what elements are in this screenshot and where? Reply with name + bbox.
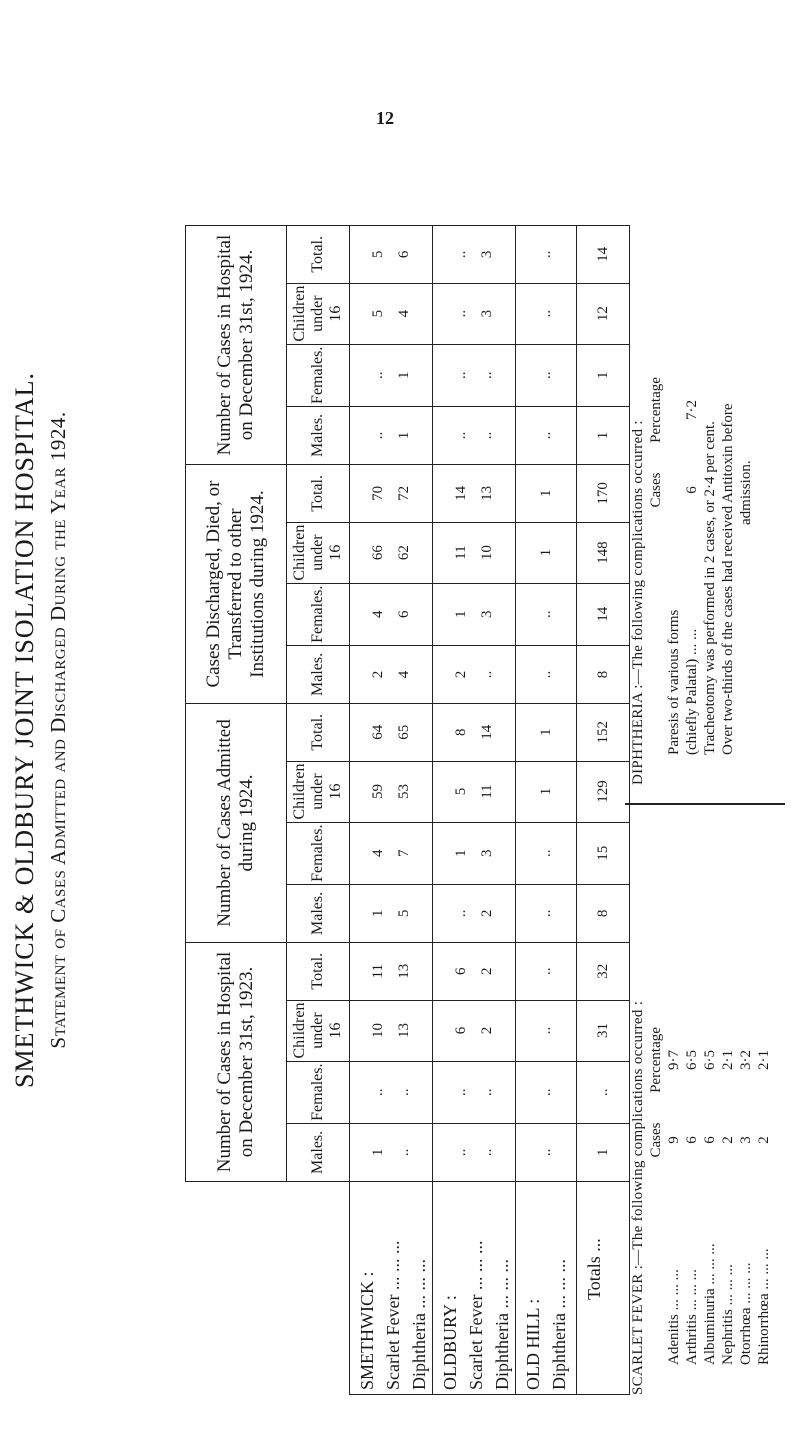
sf-complication-percentage: 9·7 [666, 1050, 682, 1070]
dp-row-name: Paresis of various forms [666, 609, 682, 755]
cell-value: .. [538, 849, 554, 857]
total-cell [577, 822, 630, 884]
cell-value: 1 [538, 548, 554, 557]
sf-complication-cases: 6 [702, 1136, 718, 1144]
sf-col-percentage: Percentage [648, 1027, 664, 1093]
totals-row [577, 226, 630, 1395]
value-cell [350, 344, 433, 406]
total-cell [577, 465, 630, 523]
cell-value: 5 [396, 909, 412, 918]
cell-value: 64 [370, 724, 386, 740]
cell-value: 5 [370, 250, 386, 259]
corner-cell [186, 1181, 350, 1394]
total-value: 1 [595, 371, 611, 380]
dp-line-tracheotomy: Tracheotomy was performed in 2 cases, or 2·4 per cent. [702, 421, 718, 755]
cell-value: .. [538, 909, 554, 918]
total-cell [577, 942, 630, 1000]
dp-row-name-2: (chiefly Palatal) [684, 658, 700, 755]
scarlet-fever-note-heading: SCARLET FEVER :—The following complications occurred : [630, 1000, 646, 1395]
cell-value: .. [453, 250, 469, 259]
row-dots: ... ... ... [492, 1259, 512, 1309]
total-value: 31 [595, 1023, 611, 1039]
row-disease: Scarlet Fever [383, 1294, 403, 1390]
value-cell [516, 1000, 577, 1061]
total-value: 148 [595, 541, 611, 564]
subheader-children: Children under 16 [287, 1000, 350, 1061]
cell-value: .. [370, 1088, 386, 1096]
sf-complication-name: Nephritis [720, 1309, 736, 1365]
total-cell [577, 406, 630, 464]
value-cell [350, 942, 433, 1000]
cell-value: 1 [396, 371, 412, 380]
subheader-females: Females. [287, 344, 350, 406]
total-cell [577, 522, 630, 583]
cell-value: .. [479, 371, 495, 380]
sf-complication-percentage: 3·2 [738, 1050, 754, 1070]
totals-label-cell [577, 1181, 630, 1394]
total-cell [577, 583, 630, 645]
sf-complication-row [737, 835, 755, 1395]
cell-value: .. [453, 371, 469, 380]
group-header-admitted: Number of Cases Admitted during 1924. [186, 704, 287, 943]
sf-complication-dots: ... ... ... [702, 1243, 718, 1285]
subheader-males: Males. [287, 1123, 350, 1181]
row-disease: Diphtheria [549, 1313, 569, 1390]
value-cell [433, 226, 516, 284]
value-cell [516, 226, 577, 284]
total-value: 1 [595, 1148, 611, 1157]
sf-complication-dots: ... ... ... [738, 1262, 754, 1304]
section-heading: OLDBURY : [440, 1295, 460, 1390]
cell-value: 1 [396, 431, 412, 440]
value-cell [516, 406, 577, 464]
total-value: 14 [595, 606, 611, 622]
value-cell [433, 645, 516, 703]
total-cell [577, 283, 630, 344]
cell-value: 3 [479, 610, 495, 618]
cell-value: 8 [453, 728, 469, 737]
cell-value: 2 [479, 1026, 495, 1035]
cell-value: .. [370, 371, 386, 380]
total-value: .. [595, 1088, 611, 1096]
totals-dots: ... [584, 1238, 604, 1252]
value-cell [433, 822, 516, 884]
sf-complication-name: Albuminuria [702, 1288, 718, 1365]
cell-value: 62 [396, 545, 412, 561]
subheader-total: Total. [287, 942, 350, 1000]
total-cell [577, 884, 630, 942]
cell-value: 3 [479, 250, 495, 259]
cell-value: 6 [396, 610, 412, 618]
sf-complication-row [665, 835, 683, 1395]
cell-value: 1 [538, 728, 554, 737]
sf-complication-row [719, 835, 737, 1395]
value-cell [433, 704, 516, 762]
totals-label: Totals [584, 1256, 604, 1300]
value-cell [350, 226, 433, 284]
value-cell [433, 465, 516, 523]
cell-value: 53 [396, 784, 412, 800]
cell-value: 1 [370, 909, 386, 918]
subheader-males: Males. [287, 645, 350, 703]
value-cell [433, 344, 516, 406]
scarlet-fever-note [630, 835, 773, 1395]
cell-value: .. [479, 431, 495, 440]
cell-value: 2 [453, 670, 469, 679]
cell-value: 4 [370, 849, 386, 857]
cell-value: 4 [370, 610, 386, 618]
subheader-total: Total. [287, 465, 350, 523]
value-cell [350, 522, 433, 583]
subheader-females: Females. [287, 822, 350, 884]
value-cell [516, 1123, 577, 1181]
cell-value: 72 [396, 485, 412, 501]
cell-value: 2 [479, 967, 495, 975]
sf-complication-cases: 2 [720, 1136, 736, 1144]
sf-complication-name: Otorrhœa [738, 1307, 754, 1365]
row-disease: Scarlet Fever [466, 1294, 486, 1390]
total-value: 8 [595, 909, 611, 918]
total-value: 12 [595, 306, 611, 322]
sf-complication-percentage: 6·5 [684, 1050, 700, 1070]
value-cell [516, 884, 577, 942]
value-cell [350, 822, 433, 884]
cell-value: 6 [396, 250, 412, 259]
cell-value: .. [538, 431, 554, 440]
subheader-total: Total. [287, 704, 350, 762]
cell-value: 1 [453, 849, 469, 857]
cell-value: .. [538, 250, 554, 259]
cell-value: 70 [370, 485, 386, 501]
cell-value: 3 [479, 849, 495, 857]
subheader-total: Total. [287, 226, 350, 284]
sf-complication-percentage: 2·1 [720, 1050, 736, 1070]
cell-value: 2 [370, 670, 386, 679]
sf-complication-name: Rhinorrhœa [756, 1293, 772, 1365]
total-value: 1 [595, 431, 611, 440]
total-value: 32 [595, 963, 611, 979]
value-cell [516, 645, 577, 703]
page-number: 12 [376, 108, 394, 128]
value-cell [350, 645, 433, 703]
subheader-females: Females. [287, 1061, 350, 1123]
cell-value: .. [538, 1148, 554, 1157]
value-cell [516, 761, 577, 822]
value-cell [516, 283, 577, 344]
cell-value: .. [538, 371, 554, 380]
subheader-males: Males. [287, 884, 350, 942]
value-cell [350, 1000, 433, 1061]
value-cell [433, 1061, 516, 1123]
value-cell [433, 522, 516, 583]
value-cell [516, 465, 577, 523]
cell-value: 11 [479, 784, 495, 799]
dp-col-percentage: Percentage [648, 377, 664, 443]
cell-value: .. [453, 309, 469, 318]
cell-value: 59 [370, 784, 386, 800]
page-subtitle: Statement of Cases Admitted and Discharged During the Year 1924. [46, 411, 70, 1049]
row-disease: Diphtheria [409, 1313, 429, 1390]
group-header-1923: Number of Cases in Hospital on December 31st, 1923. [186, 942, 287, 1181]
total-cell [577, 226, 630, 284]
value-cell [350, 406, 433, 464]
sf-complication-name: Adenitis [666, 1314, 682, 1365]
row-label [433, 1181, 516, 1394]
cell-value: 4 [396, 309, 412, 318]
total-value: 8 [595, 670, 611, 679]
value-cell [350, 884, 433, 942]
value-cell [433, 583, 516, 645]
cell-value: 14 [453, 485, 469, 501]
page-title: SMETHWICK & OLDBURY JOINT ISOLATION HOSPITAL. [10, 371, 39, 1089]
cell-value: 11 [453, 545, 469, 560]
cell-value: .. [538, 670, 554, 679]
subheader-children: Children under 16 [287, 522, 350, 583]
cell-value: 10 [479, 545, 495, 561]
value-cell [516, 344, 577, 406]
total-cell [577, 1061, 630, 1123]
cell-value: 13 [396, 1023, 412, 1039]
cell-value: 6 [453, 1026, 469, 1035]
cell-value: .. [396, 1088, 412, 1096]
table-row [516, 226, 577, 1395]
subheader-males: Males. [287, 406, 350, 464]
cases-table [185, 225, 630, 1395]
row-dots: ... ... ... [409, 1259, 429, 1309]
subheader-females: Females. [287, 583, 350, 645]
cell-value: .. [453, 909, 469, 918]
cell-value: .. [538, 967, 554, 975]
value-cell [350, 1061, 433, 1123]
cell-value: 6 [453, 967, 469, 975]
value-cell [433, 406, 516, 464]
sf-complication-row [701, 835, 719, 1395]
cell-value: .. [370, 431, 386, 440]
total-value: 152 [595, 721, 611, 744]
group-header-row [186, 226, 287, 1395]
row-dots: ... ... ... [466, 1240, 486, 1291]
subheader-children: Children under 16 [287, 761, 350, 822]
value-cell [516, 822, 577, 884]
value-cell [433, 761, 516, 822]
total-cell [577, 1123, 630, 1181]
subheader-children: Children under 16 [287, 283, 350, 344]
cell-value: 3 [479, 309, 495, 318]
value-cell [516, 942, 577, 1000]
total-cell [577, 761, 630, 822]
dp-col-cases: Cases [648, 472, 664, 508]
cell-value: 5 [370, 309, 386, 318]
value-cell [350, 283, 433, 344]
cell-value: .. [538, 1026, 554, 1035]
table-body [350, 226, 630, 1395]
cell-value: 13 [396, 963, 412, 979]
sf-complication-cases: 2 [756, 1136, 772, 1144]
cell-value: 1 [370, 1148, 386, 1157]
dp-line-antitoxin: Over two-thirds of the cases had received Antitoxin before [720, 403, 736, 755]
dp-row-dots: ... ... [684, 628, 700, 656]
cell-value: 1 [453, 610, 469, 618]
notes-divider [625, 803, 785, 805]
cell-value: .. [538, 309, 554, 318]
cell-value: 11 [370, 964, 386, 979]
row-dots: ... ... ... [383, 1240, 403, 1291]
value-cell [350, 761, 433, 822]
value-cell [516, 704, 577, 762]
total-value: 15 [595, 845, 611, 861]
value-cell [433, 1000, 516, 1061]
total-value: 14 [595, 246, 611, 262]
sf-complication-dots: ... ... ... [666, 1269, 682, 1311]
total-value: 129 [595, 780, 611, 803]
row-label [350, 1181, 433, 1394]
cell-value: 14 [479, 724, 495, 740]
group-header-discharged: Cases Discharged, Died, or Transferred to other Institutions during 1924. [186, 465, 287, 704]
diphtheria-note [630, 185, 755, 785]
cell-value: .. [479, 1148, 495, 1157]
sf-complication-percentage: 6·5 [702, 1050, 718, 1070]
section-heading: SMETHWICK : [357, 1271, 377, 1390]
sf-complication-dots: ... ... ... [684, 1269, 700, 1311]
value-cell [433, 1123, 516, 1181]
total-cell [577, 344, 630, 406]
table-row [350, 226, 433, 1395]
cell-value: .. [479, 670, 495, 679]
cell-value: .. [396, 1148, 412, 1157]
dp-row-percentage: 7·2 [684, 400, 700, 420]
section-heading: OLD HILL : [523, 1298, 543, 1390]
sf-col-cases: Cases [648, 1122, 664, 1158]
sf-complication-row [755, 835, 773, 1395]
total-cell [577, 704, 630, 762]
table-row [433, 226, 516, 1395]
value-cell [433, 884, 516, 942]
value-cell [350, 583, 433, 645]
row-dots: ... ... ... [549, 1259, 569, 1309]
cell-value: .. [453, 1088, 469, 1096]
diphtheria-note-heading: DIPHTHERIA :—The following complications occurred : [630, 420, 646, 785]
sf-complication-row [683, 835, 701, 1395]
cell-value: 66 [370, 545, 386, 561]
row-disease: Diphtheria [492, 1313, 512, 1390]
total-value: 170 [595, 482, 611, 505]
cell-value: 2 [479, 909, 495, 918]
cell-value: 65 [396, 724, 412, 740]
cell-value: .. [453, 1148, 469, 1157]
cell-value: .. [453, 431, 469, 440]
value-cell [350, 704, 433, 762]
sf-complication-name: Arthritis [684, 1314, 700, 1365]
dp-line-admission: admission. [738, 460, 754, 525]
total-cell [577, 645, 630, 703]
cell-value: 10 [370, 1023, 386, 1039]
value-cell [516, 522, 577, 583]
sf-complication-percentage: 2·1 [756, 1050, 772, 1070]
row-label [516, 1181, 577, 1394]
sf-complication-cases: 9 [666, 1136, 682, 1144]
cell-value: .. [479, 1088, 495, 1096]
value-cell [433, 283, 516, 344]
group-header-1924: Number of Cases in Hospital on December 31st, 1924. [186, 226, 287, 465]
sf-complication-dots: ... ... ... [720, 1264, 736, 1306]
cell-value: .. [538, 1088, 554, 1096]
cell-value: 7 [396, 849, 412, 857]
cell-value: 4 [396, 670, 412, 679]
value-cell [350, 1123, 433, 1181]
value-cell [433, 942, 516, 1000]
value-cell [516, 583, 577, 645]
value-cell [350, 465, 433, 523]
sf-complication-cases: 3 [738, 1136, 754, 1144]
dp-row-cases: 6 [684, 486, 700, 494]
cell-value: .. [538, 610, 554, 618]
sf-complication-dots: ... ... ... [756, 1248, 772, 1290]
cell-value: 1 [538, 787, 554, 796]
cell-value: 5 [453, 787, 469, 796]
cell-value: 1 [538, 489, 554, 498]
total-cell [577, 1000, 630, 1061]
cell-value: 13 [479, 485, 495, 501]
value-cell [516, 1061, 577, 1123]
sf-complication-cases: 6 [684, 1136, 700, 1144]
